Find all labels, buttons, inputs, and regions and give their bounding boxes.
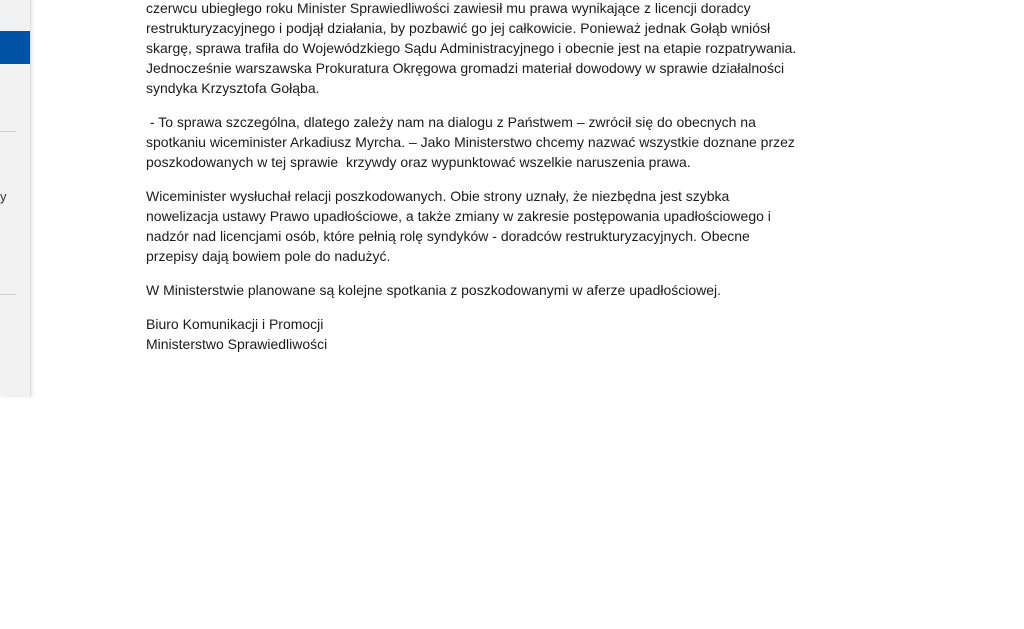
article-paragraph: W Ministerstwie planowane są kolejne spotkania z poszkodowanymi w aferze upadłościowej.	[146, 282, 722, 298]
side-navigation	[0, 0, 31, 397]
sidebar-active-item[interactable]	[0, 31, 30, 64]
sidebar-divider	[0, 131, 16, 132]
article-paragraph: Wiceminister wysłuchał relacji poszkodowanych. Obie strony uznały, że niezbędna jest szybka nowelizacja ustawy Prawo upadłościowe, a także zmiany w zakresie postępowania upadłościowego i nadzór nad licencjami osób, które pełnią rolę syndyków - doradców restrukturyzacyjnych. Obecne przepisy dają bowiem pole do nadużyć.	[146, 188, 771, 264]
article-signature	[146, 314, 802, 354]
signature-department: Biuro Komunikacji i Promocji	[146, 316, 324, 332]
sidebar-divider	[0, 294, 16, 295]
signature-ministry: Ministerstwo Sprawiedliwości	[146, 336, 328, 352]
article-body	[146, 0, 802, 368]
sidebar-item-label-truncated[interactable]: y	[0, 189, 7, 204]
article-paragraph: czerwcu ubiegłego roku Minister Sprawiedliwości zawiesił mu prawa wynikające z licencji doradcy restrukturyzacyjnego i podjął działania, by pozbawić go jej całkowicie. Ponieważ jednak Gołąb wniósł skargę, sprawa trafiła do Wojewódzkiego Sądu Administracyjnego i obecnie jest na etapie rozpatrywania. Jednocześnie warszawska Prokuratura Okręgowa gromadzi materiał dowodowy w sprawie działalności syndyka Krzysztofa Gołąba.	[146, 0, 797, 96]
article-paragraph: - To sprawa szczególna, dlatego zależy nam na dialogu z Państwem – zwrócił się do obecnych na spotkaniu wiceminister Arkadiusz Myrcha. – Jako Ministerstwo chcemy nazwać wszystkie doznane przez poszkodowanych w tej sprawie krzywdy oraz wypunktować wszelkie naruszenia prawa.	[146, 114, 799, 170]
